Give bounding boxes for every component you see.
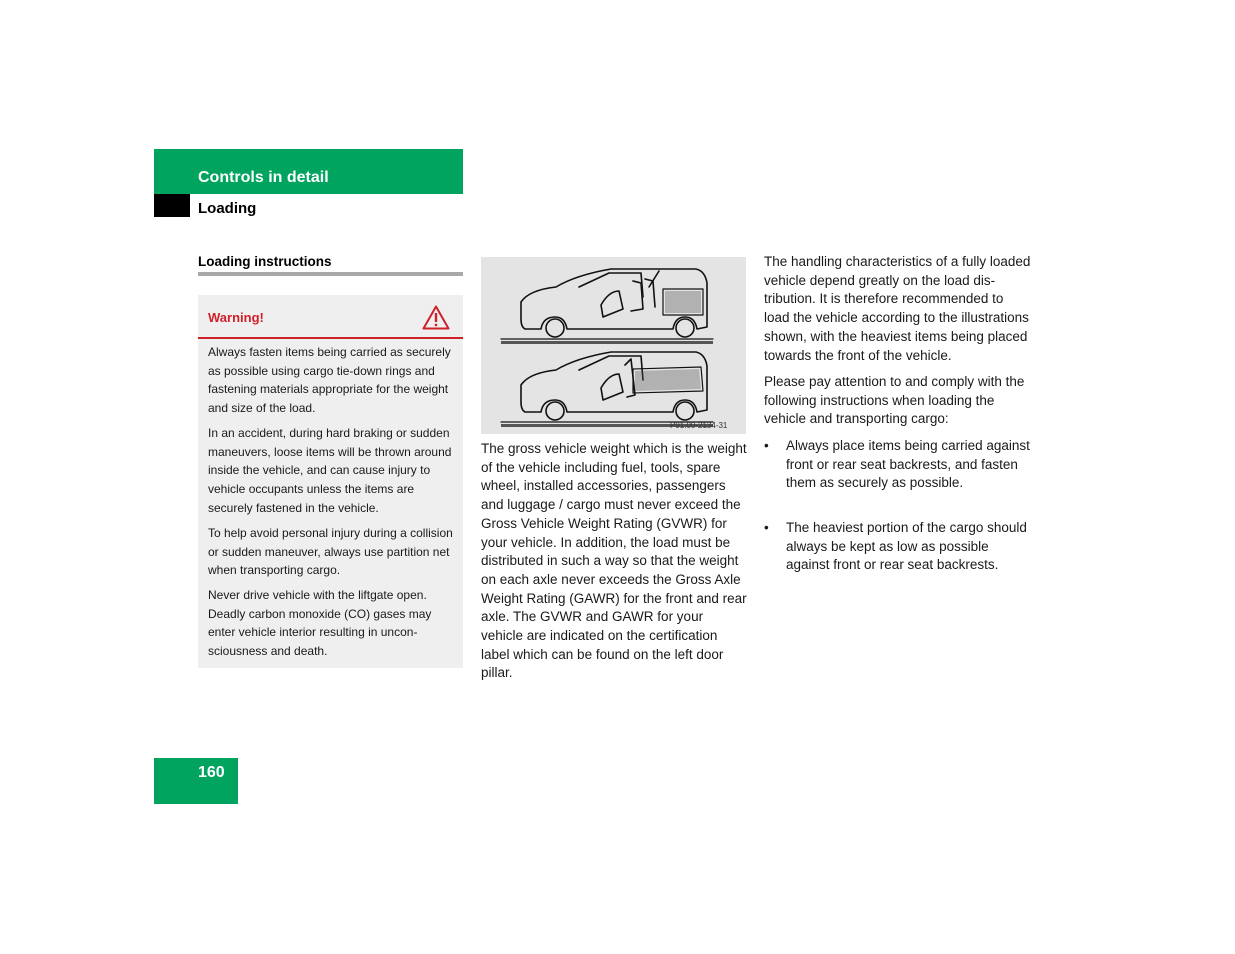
section-divider [198,272,463,276]
bullet-symbol: • [764,438,769,453]
warning-label: Warning! [208,310,264,325]
figure-code: P91.00-2134-31 [670,421,728,430]
warning-paragraph-1: Always fasten items being carried as securely as possible using cargo tie-down rings and fastening materials appropriate for the weight and size of the load. [208,345,451,416]
loading-illustration [481,257,746,434]
bullet-text: The heaviest portion of the cargo should always be kept as low as possible against front or rear seat backrests. [786,520,1027,573]
bullet-symbol: • [764,520,769,535]
warning-paragraph-4: Never drive vehicle with the liftgate open. Deadly carbon monoxide (CO) gases may enter vehicle interior resulting in unconsciousness and death. [208,588,432,659]
page-number-box [154,758,238,804]
instructions-intro: Please pay attention to and comply with the following instructions when loading the vehicle and transporting cargo: [764,374,1025,427]
gvwr-paragraph: The gross vehicle weight which is the weight of the vehicle including fuel, tools, spare wheel, installed accessories, passengers and luggage / cargo must never exceed the Gross Vehicle Weight Rating (GVWR) for your vehicle. In addition, the load must be distributed in such a way so that the weight on each axle never exceeds the Gross Axle Weight Rating (GAWR) for the front and rear axle. The GVWR and GAWR for your vehicle are indicated on the certification label which can be found on the left door pillar. [481,441,747,681]
chapter-title: Controls in detail [198,169,329,186]
section-subtitle: Loading [198,200,257,217]
header-marker [154,194,190,217]
page-number: 160 [198,764,225,781]
handling-paragraph: The handling characteristics of a fully loaded vehicle depend greatly on the load distribution. It is therefore recommended to load the vehicle according to the illustrations shown, with the heaviest items being placed towards the front of the vehicle. [764,254,1031,363]
bullet-text: Always place items being carried against front or rear seat backrests, and fasten them as securely as possible. [786,438,1030,491]
section-heading: Loading instructions [198,254,332,269]
vehicle-loading-drawing [481,257,746,434]
warning-paragraph-2: In an accident, during hard braking or sudden maneuvers, loose items will be thrown around inside the vehicle, and can cause injury to vehicle occupants unless the items are securely fastened in the vehicle. [208,426,452,515]
warning-paragraph-3: To help avoid personal injury during a collision or sudden maneuver, always use partition net when transporting cargo. [208,526,453,578]
warning-triangle-icon [422,305,450,330]
